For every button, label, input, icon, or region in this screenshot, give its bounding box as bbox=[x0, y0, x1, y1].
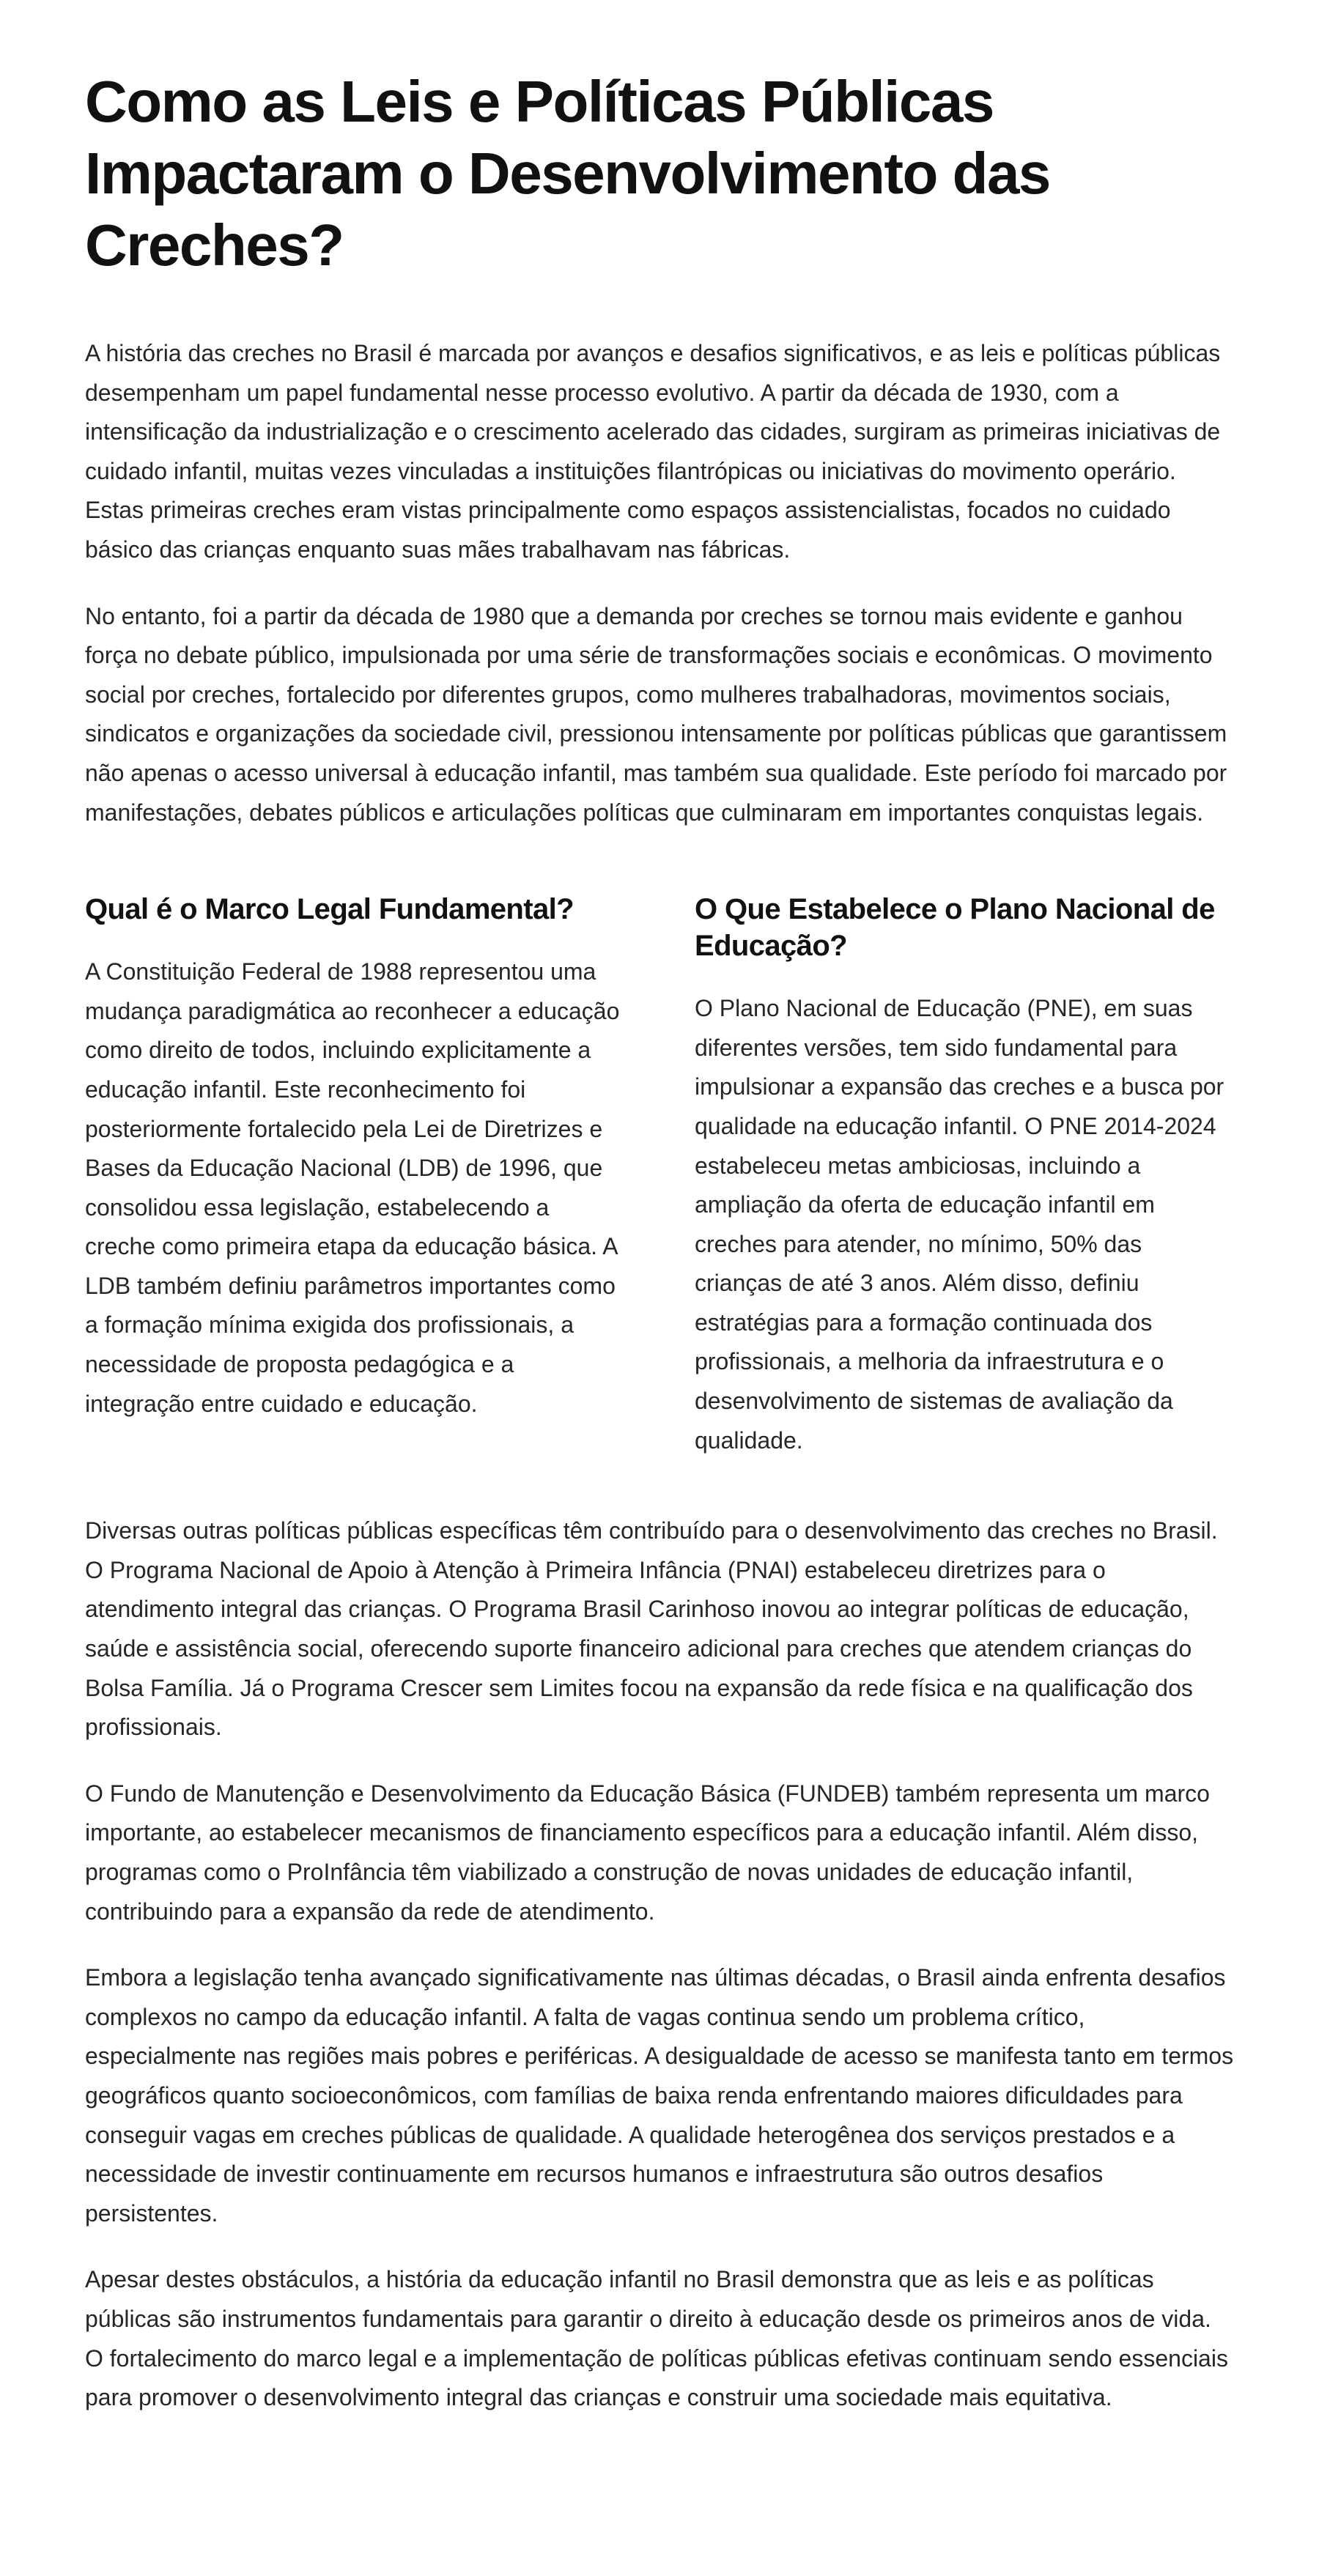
intro-paragraph-1980s: No entanto, foi a partir da década de 1980 que a demanda por creches se tornou mais evidente e ganhou força no debate público, impulsionada por uma série de transformações sociais e econômicas. O movimento social por creches, fortalecido por diferentes grupos, como mulheres trabalhadoras, movimentos sociais, sindicatos e organizações da sociedade civil, pressionou intensamente por políticas públicas que garantissem não apenas o acesso universal à educação infantil, mas também sua qualidade. Este período foi marcado por manifestações, debates públicos e articulações políticas que culminaram em importantes conquistas legais. bbox=[85, 602, 1227, 826]
paragraph-fundeb: O Fundo de Manutenção e Desenvolvimento da Educação Básica (FUNDEB) também representa um marco importante, ao estabelecer mecanismos de financiamento específicos para a educação infantil. Além disso, programas como o ProInfância têm viabilizado a construção de novas unidades de educação infantil, contribuindo para a expansão da rede de atendimento. bbox=[85, 1780, 1210, 1925]
column-national-plan bbox=[695, 891, 1234, 1460]
two-column-section bbox=[85, 891, 1234, 1460]
column-legal-framework bbox=[85, 891, 624, 1460]
paragraph-public-programs: Diversas outras políticas públicas específicas têm contribuído para o desenvolvimento das creches no Brasil. O Programa Nacional de Apoio à Atenção à Primeira Infância (PNAI) estabeleceu diretrizes para o atendimento integral das crianças. O Programa Brasil Carinhoso inovou ao integrar políticas de educação, saúde e assistência social, oferecendo suporte financeiro adicional para creches que atendem crianças do Bolsa Família. Já o Programa Crescer sem Limites focou na expansão da rede física e na qualificação dos profissionais. bbox=[85, 1517, 1218, 1741]
section-text-national-plan: O Plano Nacional de Educação (PNE), em suas diferentes versões, tem sido fundamental para impulsionar a expansão das creches e a busca por qualidade na educação infantil. O PNE 2014-2024 estabeleceu metas ambiciosas, incluindo a ampliação da oferta de educação infantil em creches para atender, no mínimo, 50% das crianças de até 3 anos. Além disso, definiu estratégias para a formação continuada dos profissionais, a melhoria da infraestrutura e o desenvolvimento de sistemas de avaliação da qualidade. bbox=[695, 995, 1224, 1454]
paragraph-challenges: Embora a legislação tenha avançado significativamente nas últimas décadas, o Brasil ainda enfrenta desafios complexos no campo da educação infantil. A falta de vagas continua sendo um problema crítico, especialmente nas regiões mais pobres e periféricas. A desigualdade de acesso se manifesta tanto em termos geográficos quanto socioeconômicos, com famílias de baixa renda enfrentando maiores dificuldades para conseguir vagas em creches públicas de qualidade. A qualidade heterogênea dos serviços prestados e a necessidade de investir continuamente em recursos humanos e infraestrutura são outros desafios persistentes. bbox=[85, 1964, 1234, 2227]
section-text-legal-framework: A Constituição Federal de 1988 representou uma mudança paradigmática ao reconhecer a educação como direito de todos, incluindo explicitamente a educação infantil. Este reconhecimento foi posteriormente fortalecido pela Lei de Diretrizes e Bases da Educação Nacional (LDB) de 1996, que consolidou essa legislação, estabelecendo a creche como primeira etapa da educação básica. A LDB também definiu parâmetros importantes como a formação mínima exigida dos profissionais, a necessidade de proposta pedagógica e a integração entre cuidado e educação. bbox=[85, 958, 620, 1417]
section-heading-national-plan: O Que Estabelece o Plano Nacional de Educação? bbox=[695, 893, 1215, 963]
paragraph-conclusion: Apesar destes obstáculos, a história da educação infantil no Brasil demonstra que as leis e as políticas públicas são instrumentos fundamentais para garantir o direito à educação desde os primeiros anos de vida. O fortalecimento do marco legal e a implementação de políticas públicas efetivas continuam sendo essenciais para promover o desenvolvimento integral das crianças e construir uma sociedade mais equitativa. bbox=[85, 2266, 1228, 2411]
page-title: Como as Leis e Políticas Públicas Impactaram o Desenvolvimento das Creches? bbox=[85, 69, 1050, 278]
intro-paragraph-history: A história das creches no Brasil é marcada por avanços e desafios significativos, e as leis e políticas públicas desempenham um papel fundamental nesse processo evolutivo. A partir da década de 1930, com a intensificação da industrialização e o crescimento acelerado das cidades, surgiram as primeiras iniciativas de cuidado infantil, muitas vezes vinculadas a instituições filantrópicas ou iniciativas do movimento operário. Estas primeiras creches eram vistas principalmente como espaços assistencialistas, focados no cuidado básico das crianças enquanto suas mães trabalhavam nas fábricas. bbox=[85, 340, 1221, 563]
section-heading-legal-framework: Qual é o Marco Legal Fundamental? bbox=[85, 893, 574, 926]
